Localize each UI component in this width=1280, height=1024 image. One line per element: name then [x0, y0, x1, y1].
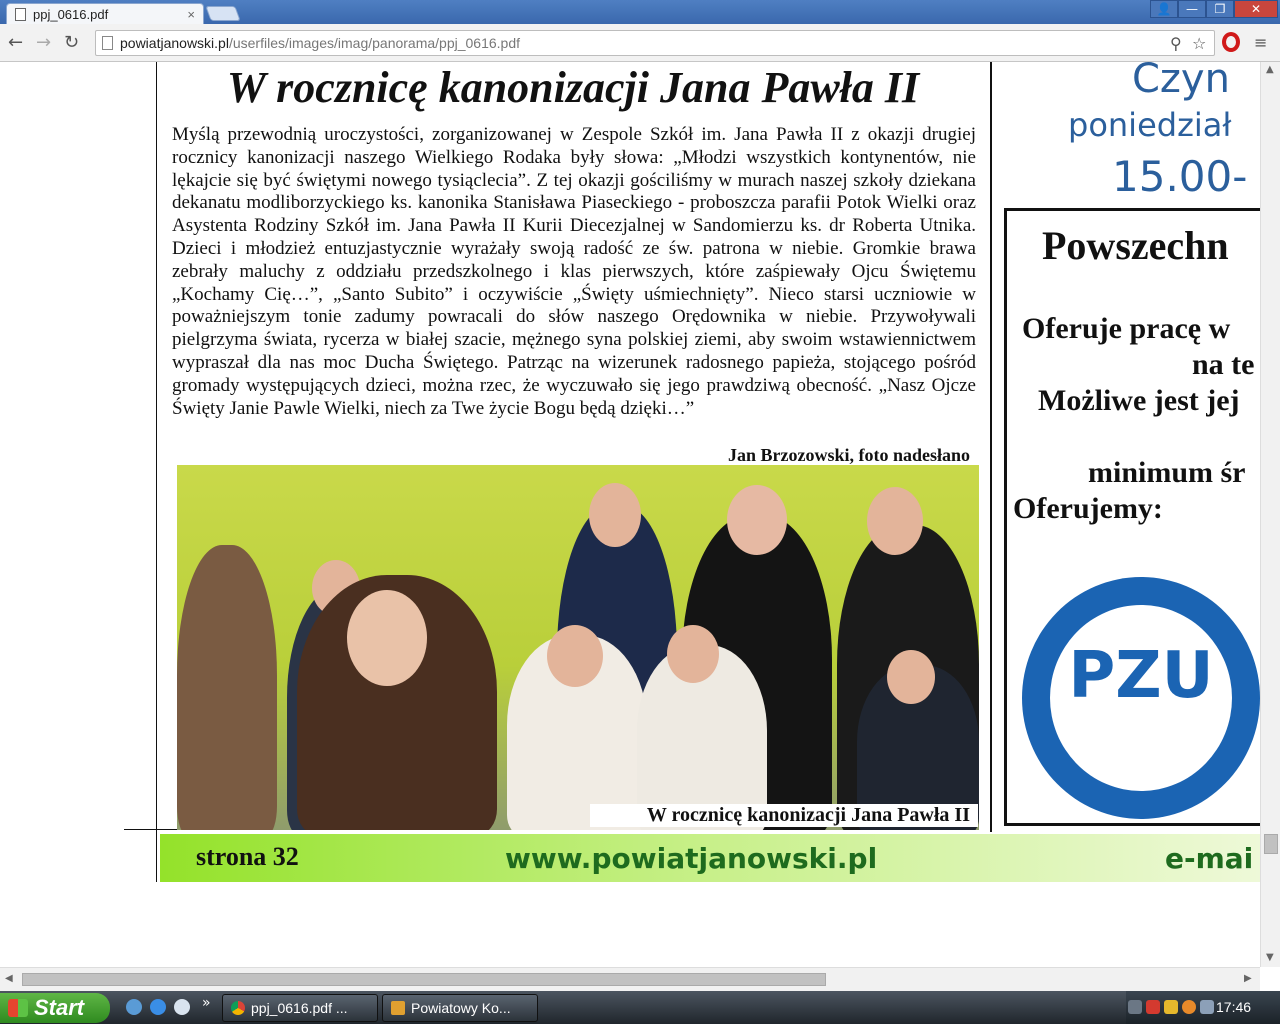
tab-strip — [0, 0, 1280, 24]
url-text — [120, 35, 520, 51]
minimize-button[interactable]: — — [1178, 0, 1206, 18]
close-window-button[interactable]: ✕ — [1234, 0, 1278, 18]
start-label: Start — [34, 995, 85, 1020]
reload-icon[interactable]: ↻ — [64, 32, 80, 53]
pdf-viewport — [0, 62, 1260, 967]
ad-line4: minimum śr — [1088, 456, 1246, 489]
page-icon — [102, 36, 113, 50]
taskbar-item-label: ppj_0616.pdf ... — [251, 1000, 348, 1016]
horizontal-scrollbar[interactable] — [0, 967, 1260, 991]
tab-ppj-pdf[interactable] — [6, 3, 204, 25]
star-icon[interactable]: ☆ — [1192, 34, 1207, 53]
window-controls — [1150, 0, 1278, 18]
browser-toolbar — [0, 24, 1280, 62]
user-icon[interactable]: 👤 — [1150, 0, 1178, 18]
maximize-button[interactable]: ❐ — [1206, 0, 1234, 18]
zoom-icon[interactable]: ⚲ — [1170, 34, 1182, 53]
page-left-border — [156, 62, 157, 882]
scroll-right-icon[interactable]: ▶ — [1244, 973, 1252, 984]
photo-head — [667, 625, 719, 683]
article-photo — [177, 465, 979, 830]
column-divider — [990, 62, 992, 832]
scroll-left-icon[interactable]: ◀ — [5, 973, 13, 984]
tray-expand-icon[interactable] — [1128, 1000, 1142, 1014]
ad-line3: Możliwe jest jej — [1038, 384, 1240, 417]
ad-hours-line1: Czyn — [1132, 62, 1230, 102]
quicklaunch-icon[interactable] — [126, 999, 142, 1015]
scroll-up-icon[interactable]: ▲ — [1266, 64, 1274, 75]
ie-icon[interactable] — [150, 999, 166, 1015]
clock: 17:46 — [1216, 999, 1252, 1015]
vertical-scroll-thumb[interactable] — [1264, 834, 1278, 854]
scroll-down-icon[interactable]: ▼ — [1266, 952, 1274, 963]
page-number: strona 32 — [196, 842, 299, 871]
close-tab-icon[interactable]: × — [187, 7, 195, 22]
document-icon — [15, 8, 26, 21]
photo-caption: W rocznicę kanonizacji Jana Pawła II — [590, 804, 978, 827]
taskbar-item-label: Powiatowy Ko... — [411, 1000, 511, 1016]
app-icon — [391, 1001, 405, 1015]
photo-head — [727, 485, 787, 555]
ad-line2: na te — [1192, 348, 1255, 381]
article-body: Myślą przewodnią uroczystości, zorganizowanej w Zespole Szkół im. Jana Pawła II z okazji drugiej rocznicy kanonizacji naszego Wielkiego Rodaka były słowa: „Młodzi wszystkich kontynentów, nie lękajcie się być świętymi nowego tysiąclecia”. Z tej okazji gościliśmy w murach naszej szkoły dziekana dekanatu modliborzyckiego ks. kanonika Stanisława Piaseckiego - proboszcza parafii Potok Wielki oraz Asystenta Rodziny Szkół im. Jana Pawła II Kurii Diecezjalnej w Sandomierzu ks. dr Roberta Utnika. Dzieci i młodzież entuzjastycznie wyrażały swoją radość ze św. patrona w niebie. Gromkie brawa zebrały maluchy z oddziału przedszkolnego i klas pierwszych, które zaśpiewały Ojcu Świętemu „Kochamy Cię…”, „Santo Subito” i oczywiście „Święty uśmiechnięty”. Nieco starsi uczniowie w poważniejszym tonie zadumy powracali do słów naszego Orędownika w niebie. Przywoływali pielgrzyma świata, rycerza w białej szacie, mężnego syna polskiej ziemi, aby swoim wstawiennictwem wypraszał dla nas moc Ducha Świętego. Patrząc na wizerunek radosnego papieża, stojącego pośród gromady występujących dzieci, można rzec, że wyczuwało się jego prawdziwą obecność. „Nasz Ojcze Święty Janie Pawle Wielki, niech za Twe życie Bogu będą dzięki…” — [172, 124, 976, 419]
vertical-scrollbar[interactable] — [1260, 62, 1280, 967]
ad-title: Powszechn — [1042, 223, 1229, 268]
update-icon[interactable] — [1182, 1000, 1196, 1014]
address-bar[interactable] — [95, 30, 1215, 56]
url-host: powiatjanowski.pl — [120, 35, 229, 51]
url-path: /userfiles/images/imag/panorama/ppj_0616.pdf — [228, 35, 521, 51]
chrome-icon — [231, 1001, 245, 1015]
footer-website: www.powiatjanowski.pl — [505, 842, 878, 875]
footer-email: e-mai — [1165, 842, 1254, 875]
shield-icon[interactable] — [1146, 1000, 1160, 1014]
forward-icon[interactable]: → — [36, 32, 52, 53]
menu-icon[interactable]: ≡ — [1254, 33, 1268, 52]
ad-hours-line3: 15.00- — [1112, 152, 1248, 201]
tab-title: ppj_0616.pdf — [33, 7, 109, 22]
taskbar-item-powiatowy[interactable] — [382, 994, 538, 1022]
photo-head — [867, 487, 923, 555]
start-button[interactable] — [0, 993, 110, 1023]
article-headline: W rocznicę kanonizacji Jana Pawła II — [226, 63, 920, 112]
security-icon[interactable] — [1164, 1000, 1178, 1014]
media-icon[interactable] — [174, 999, 190, 1015]
taskbar — [0, 991, 1280, 1024]
pzu-logo — [1022, 577, 1260, 819]
page-footer — [160, 834, 1260, 882]
article-byline: Jan Brzozowski, foto nadesłano — [727, 445, 970, 465]
system-tray — [1126, 991, 1280, 1024]
photo-head — [547, 625, 603, 687]
back-icon[interactable]: ← — [8, 32, 24, 53]
quicklaunch-more[interactable]: » — [202, 995, 211, 1011]
ad-line5: Oferujemy: — [1013, 492, 1163, 525]
ad-line1: Oferuje pracę w — [1022, 312, 1231, 345]
photo-head — [589, 483, 641, 547]
pzu-logo-text: PZU — [1068, 639, 1214, 713]
network-icon[interactable] — [1200, 1000, 1214, 1014]
ad-hours-line2: poniedział — [1068, 106, 1232, 144]
photo-figure — [177, 545, 277, 830]
windows-flag-icon — [8, 999, 28, 1017]
taskbar-item-pdf[interactable] — [222, 994, 378, 1022]
horizontal-scroll-thumb[interactable] — [22, 973, 826, 986]
opera-icon[interactable] — [1222, 32, 1240, 52]
photo-head — [887, 650, 935, 704]
new-tab-button[interactable] — [205, 6, 240, 21]
photo-head — [347, 590, 427, 686]
